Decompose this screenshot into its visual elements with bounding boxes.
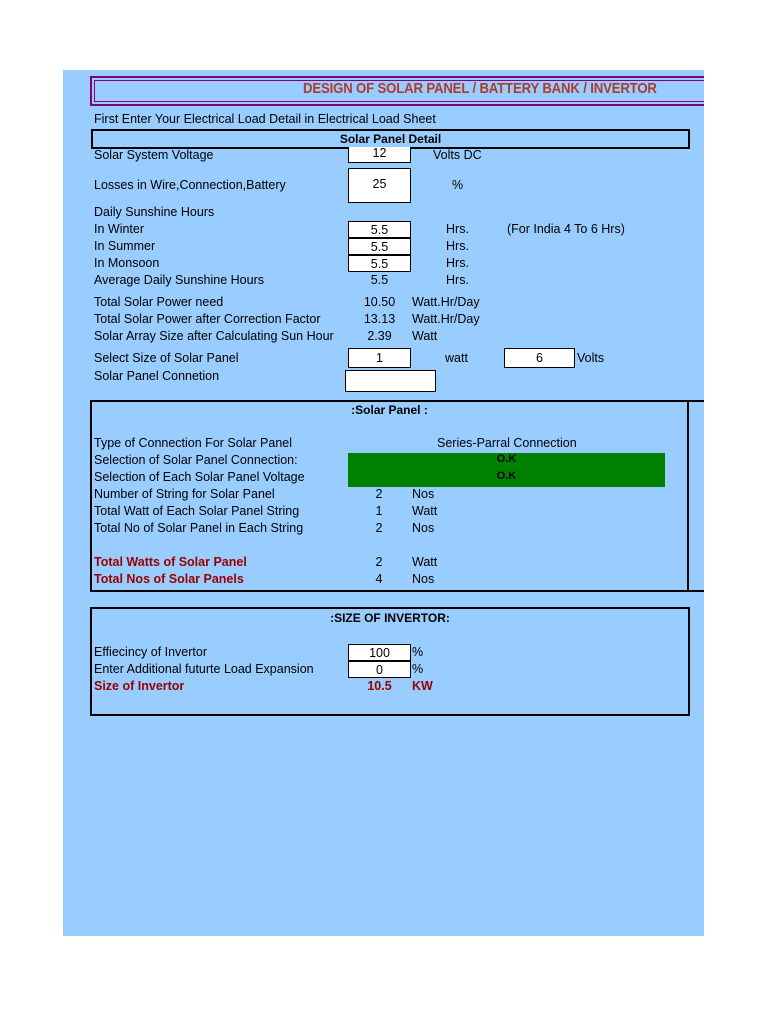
strings-unit: Nos	[412, 487, 435, 501]
strings-value: 2	[375, 487, 383, 501]
invertor-size-label: Size of Invertor	[94, 679, 185, 693]
power-need-unit: Watt.Hr/Day	[412, 295, 480, 309]
panels-per-string-value: 2	[375, 521, 383, 535]
selection-connection-label: Selection of Solar Panel Connection:	[94, 453, 298, 467]
monsoon-label: In Monsoon	[94, 256, 160, 270]
connection-type-value: Series-Parral Connection	[437, 436, 577, 450]
panel-size-label: Select Size of Solar Panel	[94, 351, 239, 365]
average-sunshine-unit: Hrs.	[446, 273, 469, 287]
efficiency-unit: %	[412, 645, 424, 659]
connection-type-label: Type of Connection For Solar Panel	[94, 436, 293, 450]
strings-label: Number of String for Solar Panel	[94, 487, 275, 501]
panels-per-string-label: Total No of Solar Panel in Each String	[94, 521, 304, 535]
power-need-value: 10.50	[363, 295, 396, 309]
monsoon-unit: Hrs.	[446, 256, 469, 270]
panel-volts-input[interactable]: 6	[504, 348, 575, 368]
selection-connection-status: O.K	[348, 453, 665, 470]
array-size-unit: Watt	[412, 329, 438, 343]
invertor-size-unit: KW	[412, 679, 433, 693]
invertor-section-title: :SIZE OF INVERTOR:	[330, 611, 450, 625]
string-watt-unit: Watt	[412, 504, 438, 518]
power-corrected-value: 13.13	[363, 312, 396, 326]
solar-panel-detail-header: Solar Panel Detail	[91, 129, 690, 149]
total-watts-label: Total Watts of Solar Panel	[94, 555, 247, 569]
panel-size-input[interactable]: 1	[348, 348, 411, 368]
winter-input[interactable]: 5.5	[348, 221, 411, 238]
expansion-unit: %	[412, 662, 424, 676]
page-title: DESIGN OF SOLAR PANEL / BATTERY BANK / INVERTOR	[303, 80, 657, 97]
system-voltage-unit: Volts DC	[433, 148, 482, 162]
losses-label: Losses in Wire,Connection,Battery	[94, 178, 286, 192]
panel-volts-unit: Volts	[577, 351, 605, 365]
panel-size-unit: watt	[445, 351, 468, 365]
string-watt-label: Total Watt of Each Solar Panel String	[94, 504, 300, 518]
winter-unit: Hrs.	[446, 222, 469, 236]
efficiency-input[interactable]: 100	[348, 644, 411, 661]
panels-per-string-unit: Nos	[412, 521, 435, 535]
efficiency-label: Effiecincy of Invertor	[94, 645, 208, 659]
sunshine-label: Daily Sunshine Hours	[94, 205, 215, 219]
power-corrected-unit: Watt.Hr/Day	[412, 312, 480, 326]
average-sunshine-label: Average Daily Sunshine Hours	[94, 273, 265, 287]
average-sunshine-value: 5.5	[370, 273, 389, 287]
total-watts-value: 2	[375, 555, 383, 569]
string-watt-value: 1	[375, 504, 383, 518]
system-voltage-label: Solar System Voltage	[94, 148, 214, 162]
array-size-label: Solar Array Size after Calculating Sun Hour	[94, 329, 334, 343]
total-nos-label: Total Nos of Solar Panels	[94, 572, 244, 586]
array-size-value: 2.39	[367, 329, 392, 343]
total-nos-value: 4	[375, 572, 383, 586]
expansion-label: Enter Additional futurte Load Expansion	[94, 662, 314, 676]
india-note: (For India 4 To 6 Hrs)	[507, 222, 625, 236]
total-watts-unit: Watt	[412, 555, 438, 569]
spreadsheet-area	[63, 70, 704, 936]
system-voltage-input[interactable]: 12	[348, 147, 411, 163]
expansion-input[interactable]: 0	[348, 661, 411, 678]
total-nos-unit: Nos	[412, 572, 435, 586]
monsoon-input[interactable]: 5.5	[348, 255, 411, 272]
winter-label: In Winter	[94, 222, 145, 236]
invertor-size-value: 10.5	[367, 679, 392, 693]
selection-voltage-status: O.K	[348, 470, 665, 487]
instruction-text: First Enter Your Electrical Load Detail in Electrical Load Sheet	[94, 112, 436, 126]
power-corrected-label: Total Solar Power after Correction Factor	[94, 312, 321, 326]
losses-unit: %	[452, 178, 464, 192]
panel-connection-input[interactable]	[345, 370, 436, 392]
panel-connection-label: Solar Panel Connetion	[94, 369, 220, 383]
power-need-label: Total Solar Power need	[94, 295, 224, 309]
summer-label: In Summer	[94, 239, 156, 253]
summer-input[interactable]: 5.5	[348, 238, 411, 255]
solar-panel-section-edge	[687, 400, 704, 592]
losses-input[interactable]: 25	[348, 168, 411, 203]
solar-panel-section-title: :Solar Panel :	[351, 403, 428, 417]
selection-voltage-label: Selection of Each Solar Panel Voltage	[94, 470, 305, 484]
summer-unit: Hrs.	[446, 239, 469, 253]
